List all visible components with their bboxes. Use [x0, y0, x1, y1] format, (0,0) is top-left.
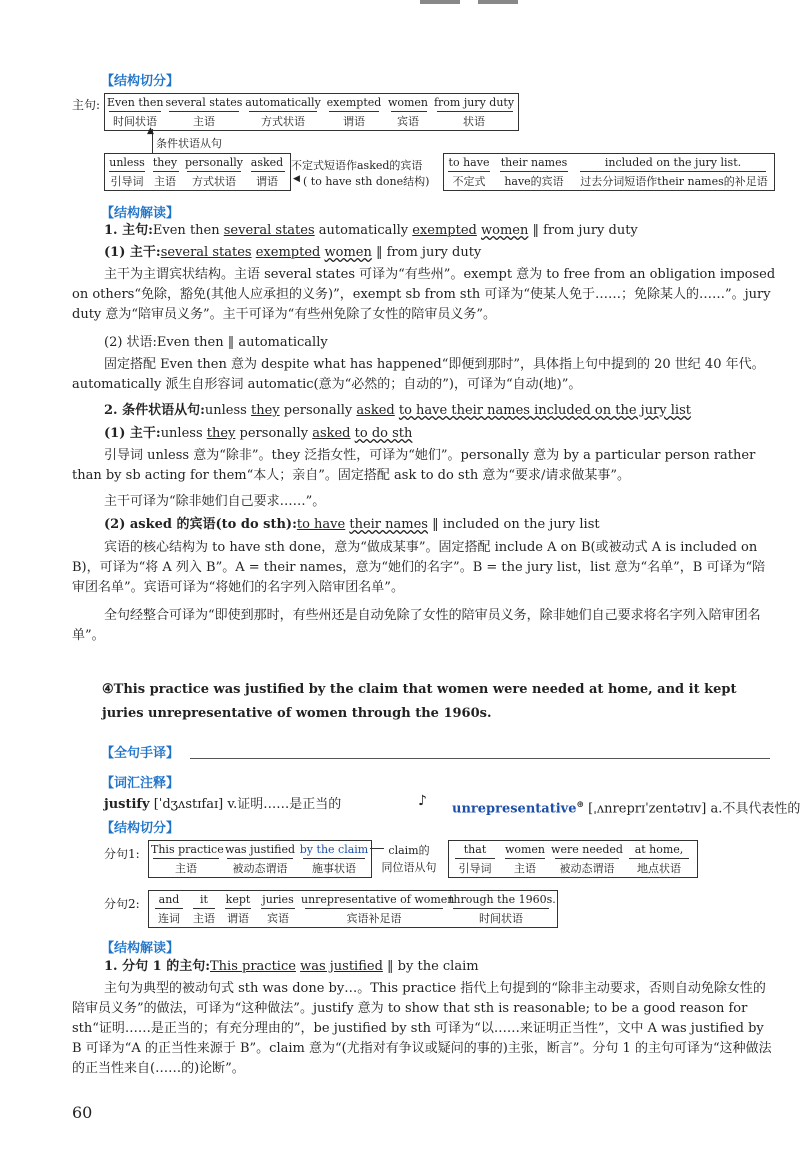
- label: 施事状语: [312, 862, 356, 875]
- section-label-structure-cut-2: 【结构切分】: [101, 821, 180, 836]
- label: 主语: [193, 912, 215, 925]
- note-icon: ♪: [418, 793, 427, 809]
- label: 连词: [158, 912, 180, 925]
- vocab-justify: justify [ˈdʒʌstɪfaɪ] v.证明……是正当的: [104, 797, 342, 812]
- label: 方式状语: [261, 115, 305, 128]
- word: that: [463, 843, 487, 856]
- paragraph-full-translation: 全句经整合可译为“即使到那时，有些州还是自动免除了女性的陪审员义务，除非她们自己要求将名字列入陪审团名单”。: [72, 608, 761, 643]
- word: from jury duty: [433, 96, 515, 109]
- word: exempted: [326, 96, 382, 109]
- paragraph-clause1-explanation: 主句为典型的被动句式 sth was done by…。This practice 指代上句提到的“除非主动要求，否则自动免除女性的陪审员义务”的做法，可译为“这种做法”。justify 意为 to show that sth is reasonable; to be a good reason for sth“证明……是正当的；有充分理由的”，be justified by sth 可译为“以……来证明正当性”，文中 A was justified by B 可译为“A 的正当性来源于 B”。claim 意为“(尤指对有争议或疑问的事的)主张，断言”。分句 1 的主句可译为“这种做法的正当性来自(……的)论断”。: [72, 981, 772, 1076]
- section-label-structure-cut: 【结构切分】: [101, 74, 180, 89]
- trunk-line: (1) 主干:several states exempted women ‖ from jury duty: [104, 245, 482, 260]
- clause2-box: [148, 890, 558, 928]
- word: included on the jury list.: [604, 156, 742, 169]
- cond-clause-line: 2. 条件状语从句:unless they personally asked to have their names included on the jury list: [104, 403, 691, 418]
- label: 宾语: [397, 115, 419, 128]
- clause1-main-line: 1. 分句 1 的主句:This practice was justified ‖ by the claim: [104, 959, 479, 974]
- word: by the claim: [299, 843, 369, 856]
- word: they: [152, 156, 178, 169]
- paragraph-adverbial-explanation: 固定搭配 Even then 意为 despite what has happened“即便到那时”，具体指上句中提到的 20 世纪 40 年代。automatically 派生自形容词 automatic(意为“必然的；自动的”)，可译为“自动(地)”。: [72, 357, 765, 392]
- label: 谓语: [227, 912, 249, 925]
- translation-blank-line[interactable]: [190, 758, 770, 759]
- label: 被动态谓语: [232, 862, 288, 875]
- word: automatically: [245, 96, 321, 109]
- sentence-4: ④This practice was justified by the claim that women were needed at home, and it kept juries unrepresentative of women through the 1960s.: [102, 682, 737, 721]
- word: asked: [250, 156, 284, 169]
- word: personally: [185, 156, 243, 169]
- label: 状语: [463, 115, 485, 128]
- top-decoration: [478, 0, 518, 4]
- appositive-note: claim的 同位语从句: [370, 840, 448, 876]
- label: 引导词: [458, 862, 492, 875]
- word: juries: [262, 893, 294, 906]
- label: 时间状语: [113, 115, 157, 128]
- page-number: 60: [72, 1103, 93, 1122]
- object-box: [443, 153, 775, 191]
- paragraph-object-explanation: 宾语的核心结构为 to have sth done，意为“做成某事”。固定搭配 include A on B(或被动式 A is included on B)，可译为“将 A 列入 B”。A = their names，意为“她们的名字”。B = the jury list，list 意为“名单”，B 可译为“陪审团名单”。宾语可译为“将她们的名字列入陪审团名单”。: [72, 540, 766, 595]
- cond-clause-label: 条件状语从句: [156, 137, 222, 150]
- clause1-prefix: 分句1:: [104, 847, 140, 861]
- infinitive-note-structure: ( to have sth done结构): [303, 175, 430, 188]
- word: women: [504, 843, 546, 856]
- main-clause-line: 1. 主句:Even then several states automatically exempted women ‖ from jury duty: [104, 223, 638, 238]
- label: 主语: [193, 115, 215, 128]
- word: their names: [500, 156, 568, 169]
- arrow-left-icon: ◀: [293, 174, 300, 184]
- word: it: [200, 893, 208, 906]
- word: was justified: [224, 843, 296, 856]
- label: 时间状语: [479, 912, 523, 925]
- adverbial-line: (2) 状语:Even then ‖ automatically: [104, 335, 328, 350]
- arrow-up-icon: ▲: [147, 126, 154, 136]
- word: to have: [448, 156, 490, 169]
- section-label-structure-reading-2: 【结构解读】: [101, 941, 180, 956]
- label: 宾语: [267, 912, 289, 925]
- paragraph-trunk-explanation: 主干为主谓宾状结构。主语 several states 可译为“有些州”。exempt 意为 to free from an obligation imposed on others“免除，豁免(其他人应承担的义务)”，exempt sb from sth 可译为“使某人免于……；免除某人的……”。jury duty 意为“陪审员义务”。主干可译为“有些州免除了女性的陪审员义务”。: [72, 267, 776, 322]
- word: kept: [225, 893, 251, 906]
- infinitive-note: 不定式短语作asked的宾语: [291, 159, 423, 172]
- clause1-box: [148, 840, 372, 878]
- label: 谓语: [343, 115, 365, 128]
- section-label-vocab: 【词汇注释】: [101, 776, 180, 791]
- top-decoration: [420, 0, 460, 4]
- word: women: [387, 96, 429, 109]
- cond-trunk-line: (1) 主干:unless they personally asked to do sth: [104, 426, 413, 441]
- label: 引导词: [110, 175, 144, 188]
- label: 主语: [175, 862, 197, 875]
- word: unrepresentative of women: [301, 893, 455, 906]
- label: 地点状语: [637, 862, 681, 875]
- label: have的宾语: [504, 175, 564, 188]
- paragraph-cond-explanation: 引导词 unless 意为“除非”。they 泛指女性，可译为“她们”。personally 意为 by a particular person rather than by sb acting for them“本人；亲自”。固定搭配 ask to do sth 意为“要求/请求做某事”。: [72, 448, 756, 483]
- clause1-appositive-box: [448, 840, 698, 878]
- label: 谓语: [256, 175, 278, 188]
- clause2-prefix: 分句2:: [104, 897, 140, 911]
- object-line: (2) asked 的宾语(to do sth):to have their names ‖ included on the jury list: [104, 517, 600, 532]
- label: 过去分词短语作their names的补足语: [580, 175, 768, 188]
- badge-icon: ⊛: [576, 800, 585, 810]
- section-label-structure-reading: 【结构解读】: [101, 206, 180, 221]
- word: were needed: [551, 843, 623, 856]
- section-label-translation: 【全句手译】: [101, 746, 180, 761]
- word: several states: [165, 96, 243, 109]
- word: and: [158, 893, 180, 906]
- label: 方式状语: [192, 175, 236, 188]
- word: unless: [109, 156, 145, 169]
- word: This practice: [151, 843, 224, 856]
- label: 主语: [154, 175, 176, 188]
- label: 宾语补足语: [346, 912, 402, 925]
- label: 不定式: [452, 175, 486, 188]
- word: Even then: [107, 96, 164, 109]
- main-clause-prefix: 主句:: [72, 98, 101, 112]
- word: at home,: [634, 843, 684, 856]
- vocab-unrepresentative: unrepresentative⊛ [ˌʌnreprɪˈzentətɪv] a.不具代表性的: [452, 800, 800, 817]
- label: 主语: [514, 862, 536, 875]
- cond-clause-box: [104, 153, 291, 191]
- word: through the 1960s.: [449, 893, 556, 906]
- label: 被动态谓语: [559, 862, 615, 875]
- main-clause-box: [104, 93, 519, 131]
- paragraph-cond-translation: 主干可译为“除非她们自己要求……”。: [104, 494, 326, 509]
